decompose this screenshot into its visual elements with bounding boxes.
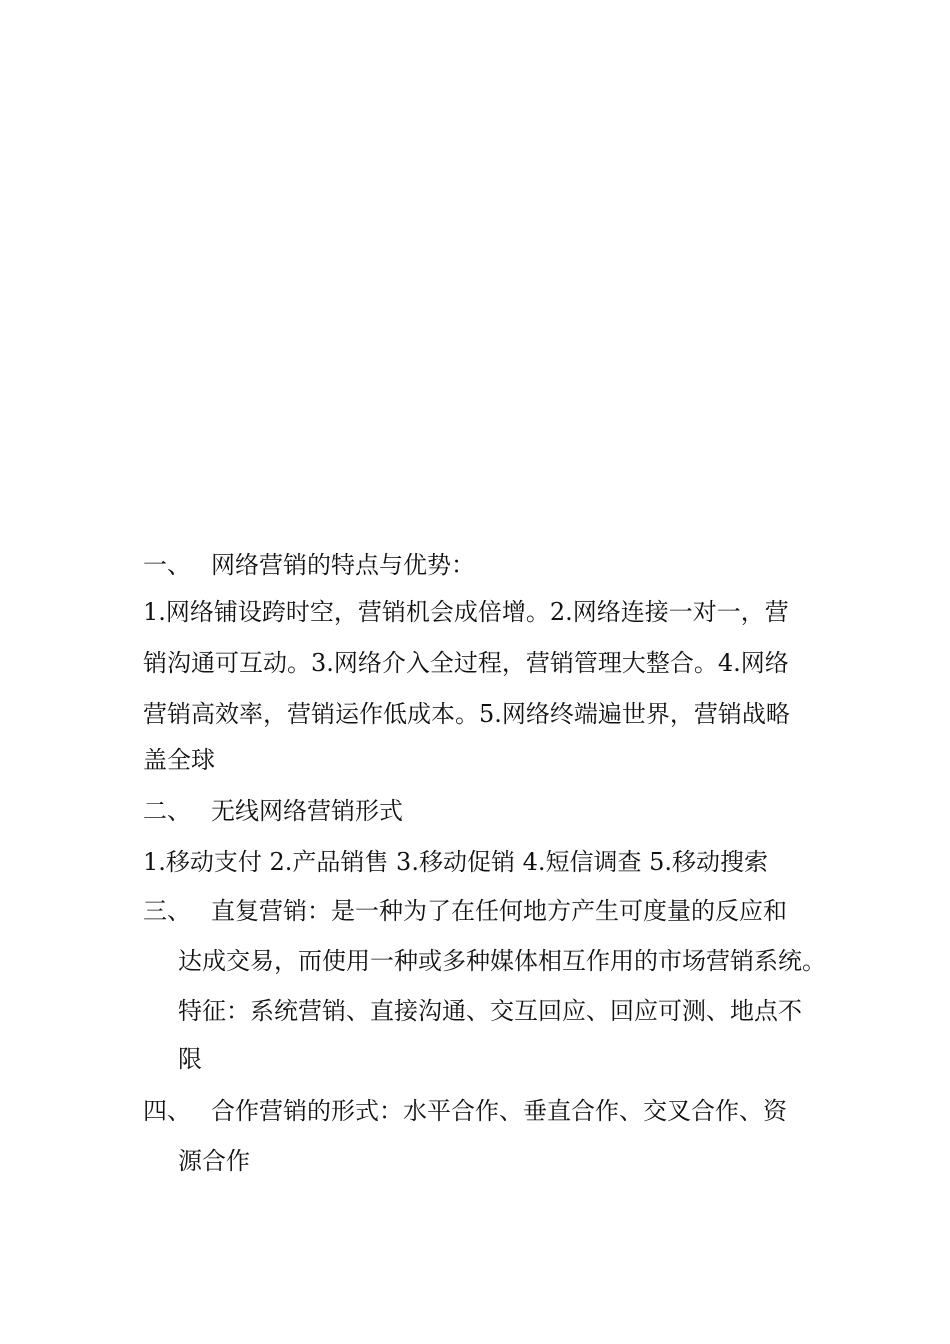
section-1-title: 网络营销的特点与优势：: [211, 551, 475, 579]
section-4-number: 四、: [143, 1097, 191, 1125]
section-4-line-1: 源合作: [178, 1147, 250, 1175]
section-4-title: 合作营销的形式：水平合作、垂直合作、交叉合作、资: [211, 1097, 787, 1125]
section-2-number: 二、: [143, 797, 191, 825]
section-1-line-1: 1.网络铺设跨时空，营销机会成倍增。2.网络连接一对一，营: [143, 598, 789, 626]
section-2-heading: [143, 795, 403, 827]
section-3-line-1: 达成交易，而使用一种或多种媒体相互作用的市场营销系统。: [178, 947, 826, 975]
section-3-heading: [143, 895, 787, 927]
section-3-number: 三、: [143, 897, 191, 925]
section-2-title: 无线网络营销形式: [211, 797, 403, 825]
section-1-line-4: 盖全球: [143, 746, 215, 774]
section-1-heading: [143, 549, 475, 581]
section-2-line-1: 1.移动支付 2.产品销售 3.移动促销 4.短信调查 5.移动搜索: [143, 848, 769, 876]
section-3-line-3: 限: [178, 1045, 202, 1073]
section-1-line-3: 营销高效率，营销运作低成本。5.网络终端遍世界，营销战略: [143, 700, 790, 728]
section-1-line-2: 销沟通可互动。3.网络介入全过程，营销管理大整合。4.网络: [143, 649, 789, 677]
section-3-line-2: 特征：系统营销、直接沟通、交互回应、回应可测、地点不: [178, 997, 802, 1025]
section-3-title: 直复营销：是一种为了在任何地方产生可度量的反应和: [211, 897, 787, 925]
section-4-heading: [143, 1095, 787, 1127]
section-1-number: 一、: [143, 551, 191, 579]
